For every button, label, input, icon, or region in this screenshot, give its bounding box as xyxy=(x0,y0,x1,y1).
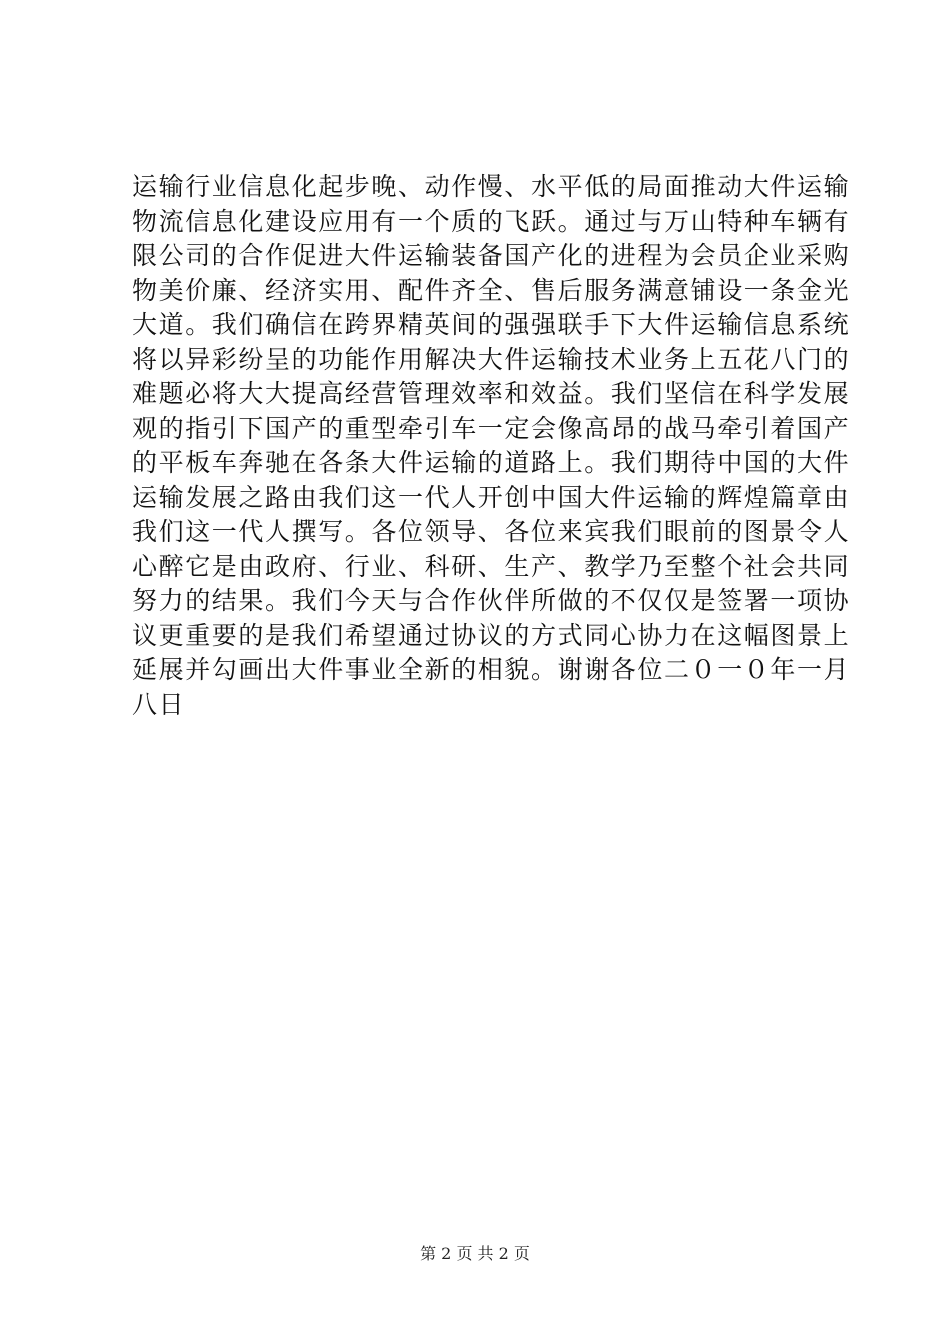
text-line: 议更重要的是我们希望通过协议的方式同心协力在这幅图景上 xyxy=(132,620,851,650)
body-text xyxy=(132,170,851,722)
text-line: 心醉它是由政府、行业、科研、生产、教学乃至整个社会共同 xyxy=(132,551,851,581)
text-line: 物流信息化建设应用有一个质的飞跃。通过与万山特种车辆有 xyxy=(132,206,851,236)
page-footer xyxy=(0,1244,950,1264)
text-line: 我们这一代人撰写。各位领导、各位来宾我们眼前的图景令人 xyxy=(132,517,851,546)
text-line: 将以异彩纷呈的功能作用解决大件运输技术业务上五花八门的 xyxy=(132,344,851,374)
text-line: 运输行业信息化起步晚、动作慢、水平低的局面推动大件运输 xyxy=(132,172,851,201)
text-line: 的平板车奔驰在各条大件运输的道路上。我们期待中国的大件 xyxy=(132,448,851,477)
text-line: 物美价廉、经济实用、配件齐全、售后服务满意铺设一条金光 xyxy=(132,275,851,305)
text-line: 大道。我们确信在跨界精英间的强强联手下大件运输信息系统 xyxy=(132,310,851,339)
text-line: 延展并勾画出大件事业全新的相貌。谢谢各位二０一０年一月 xyxy=(132,655,851,684)
text-line: 限公司的合作促进大件运输装备国产化的进程为会员企业采购 xyxy=(132,241,851,270)
text-line: 运输发展之路由我们这一代人开创中国大件运输的辉煌篇章由 xyxy=(132,482,851,512)
text-line: 难题必将大大提高经营管理效率和效益。我们坚信在科学发展 xyxy=(132,379,851,408)
text-line: 观的指引下国产的重型牵引车一定会像高昂的战马牵引着国产 xyxy=(132,413,851,443)
text-line: 努力的结果。我们今天与合作伙伴所做的不仅仅是签署一项协 xyxy=(132,586,851,615)
text-line: 八日 xyxy=(132,689,186,719)
page-number-label: 第 2 页 共 2 页 xyxy=(420,1244,530,1263)
